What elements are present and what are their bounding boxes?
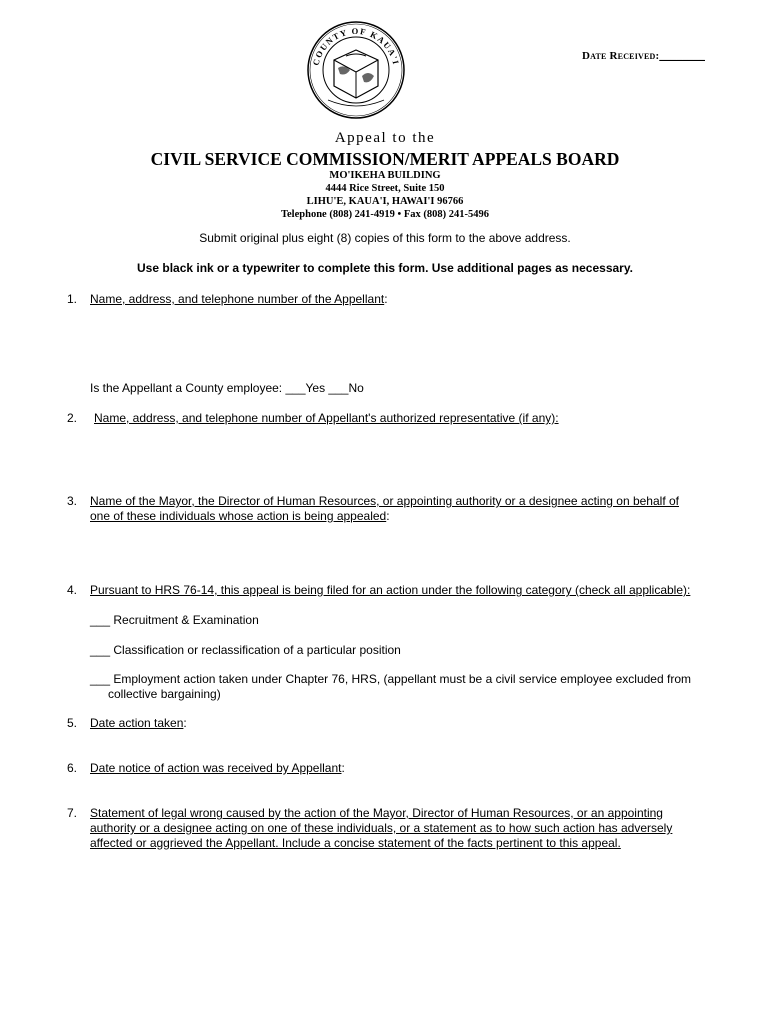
question-7: [67, 806, 707, 851]
question-number: 7.: [67, 806, 78, 820]
question-2: [67, 411, 707, 426]
question-6: [67, 761, 707, 776]
no-label: No: [348, 381, 364, 395]
no-blank[interactable]: ___: [328, 381, 349, 395]
question-4: [67, 583, 707, 598]
copies-instruction: Submit original plus eight (8) copies of this form to the above address.: [199, 231, 571, 245]
category-option-employment[interactable]: [90, 672, 710, 702]
city-address: LIHU'E, KAUA'I, HAWAI'I 96766: [306, 196, 464, 207]
question-number: 6.: [67, 761, 78, 775]
ink-instruction: Use black ink or a typewriter to complete this form. Use additional pages as necessary.: [137, 261, 633, 275]
question-suffix: :: [341, 761, 345, 775]
date-received-blank: ________: [659, 50, 705, 62]
option-label: Classification or reclassification of a particular position: [110, 643, 401, 657]
employee-prefix: Is the Appellant a County employee:: [90, 381, 286, 395]
appeal-to-heading: Appeal to the: [334, 130, 436, 146]
question-number: 1.: [67, 292, 78, 306]
board-title: CIVIL SERVICE COMMISSION/MERIT APPEALS BOARD: [150, 149, 620, 169]
svg-text:COUNTY OF KAUA'I: COUNTY OF KAUA'I: [310, 25, 402, 67]
option-label-continued: collective bargaining): [108, 687, 221, 701]
street-address: 4444 Rice Street, Suite 150: [325, 183, 445, 194]
date-received-label: Date Received:: [581, 50, 660, 62]
question-text-line-1: Statement of legal wrong caused by the action of the Mayor, Director of Human Resources, or an appointing: [90, 806, 663, 820]
yes-label: Yes: [305, 381, 329, 395]
question-number: 3.: [67, 494, 78, 508]
question-5: [67, 716, 707, 731]
question-text-line-1: Name of the Mayor, the Director of Human Resources, or appointing authority or a designee acting on behalf of: [90, 494, 679, 508]
option-blank[interactable]: ___: [90, 672, 111, 686]
building-name: MO'IKEHA BUILDING: [329, 170, 441, 181]
option-blank[interactable]: ___: [90, 643, 111, 657]
yes-blank[interactable]: ___: [285, 381, 306, 395]
date-received: [540, 50, 705, 62]
category-option-recruitment[interactable]: [90, 613, 710, 628]
question-text: Name, address, and telephone number of the Appellant: [90, 292, 385, 306]
question-number: 4.: [67, 583, 78, 597]
contact-info: Telephone (808) 241-4919 • Fax (808) 241-5496: [280, 209, 490, 220]
question-text: Date notice of action was received by Appellant: [90, 761, 342, 775]
option-label: Recruitment & Examination: [110, 613, 259, 627]
question-suffix: :: [384, 292, 388, 306]
question-number: 5.: [67, 716, 78, 730]
question-text: Pursuant to HRS 76-14, this appeal is being filed for an action under the following category (check all applicable):: [90, 583, 691, 597]
option-blank[interactable]: ___: [90, 613, 111, 627]
county-seal: [306, 20, 406, 120]
question-text: Date action taken: [90, 716, 184, 730]
question-suffix: :: [183, 716, 187, 730]
question-text: Name, address, and telephone number of Appellant's authorized representative (if any):: [94, 411, 559, 425]
category-option-classification[interactable]: [90, 643, 710, 658]
question-1: [67, 292, 707, 307]
employee-question: [90, 381, 710, 396]
question-text-line-2: one of these individuals whose action is being appealed: [90, 509, 387, 523]
question-text-line-3: affected or aggrieved the Appellant. Include a concise statement of the facts pertinent to this appeal.: [90, 836, 621, 850]
question-number: 2.: [67, 411, 78, 425]
question-text-line-2: authority or a designee acting on one of these individuals, or a statement as to how such action has adversely: [90, 821, 673, 835]
option-label: Employment action taken under Chapter 76, HRS, (appellant must be a civil service employee excluded from: [110, 672, 691, 686]
question-3: [67, 494, 707, 524]
question-suffix: :: [386, 509, 390, 523]
